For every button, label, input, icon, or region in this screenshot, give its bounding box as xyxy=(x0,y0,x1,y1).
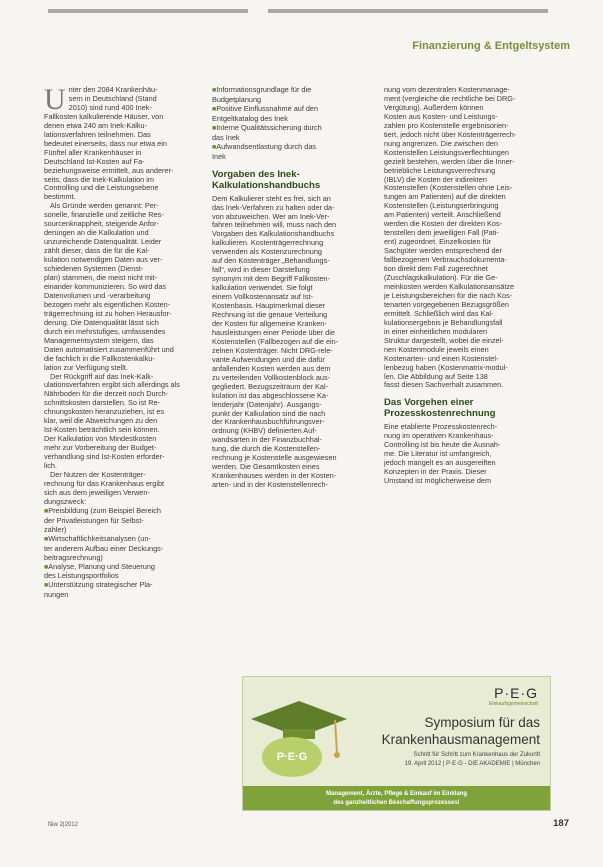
drop-cap: U xyxy=(44,83,66,116)
advertisement-banner[interactable] xyxy=(242,676,551,811)
bullet-item: ■ Wirtschaftlichkeitsanalysen (un- ter anderem Aufbau einer Deckungs- beitragsrechnung) xyxy=(44,535,200,563)
banner-date: 19. April 2012 | P·E·G - DIE AKADEMIE | München xyxy=(404,761,540,767)
top-rule xyxy=(48,9,548,13)
strip-text-1: Management, Ärzte, Pflege & Einkauf im Einklang xyxy=(325,791,468,797)
section-heading: Vorgaben des Inek- Kalkulationshandbuchs xyxy=(212,168,321,191)
column-2 xyxy=(212,86,372,490)
banner-strip xyxy=(243,786,550,810)
bullet-item: ■ Positive Einflussnahme auf den Entgeltkatalog des Inek xyxy=(212,105,372,124)
bullet-item: ■ Unterstützung strategischer Pla- nungen xyxy=(44,581,200,600)
intro-text: nter den 2084 Krankenhäu- sern in Deutschland (Stand 2010) sind rund 400 Inek- Fallkosten kalkulierende Häuser, von denen etwa 240 am Inek-Kalku- lationsverfahren teilnehmen. Das bedeutet einerseits, dass nur etwa ein Fünftel aller Krankenhäuser in Deutschland Ist-Kosten auf Fa- beziehungsweise ermittelt, aus anderer- seits, dass die Inek-Kalkulation im Controlling und die Leistungsebene bestimmt. xyxy=(44,85,174,202)
strip-text-2: des ganzheitlichen Beschaffungsprozesses! xyxy=(333,800,460,806)
paragraph: nung vom dezentralen Kostenmanage- ment (vergleiche die rechtliche bei DRG- Vergütung). Außerdem können Kosten aus Kosten- und Leistungs- zahlen pro Kostenstelle ergebnisorien- tiert, jedoch nicht über Kostenträgerrech- nung angrenzen. Die zwischen den Kostenstellen Leistungsverflechtungen gezielt bestehen, werden über die Inner- betriebliche Leistungsverrechnung (IBLV) die Kosten der indirekten Kostenstellen (Kostenstellen ohne Leis- tungen am Patienten) auf die direkten Kostenstellen (Leistungserbringung am Patienten) verteilt. Anschließend werden die Kosten der direkten Kos- tenstellen dem jeweiligen Fall (Pati- ent) zugeordnet. Einzelkosten für Sachgüter werden entsprechend der fallbezogenen Verbrauchsdokumenta- tion direkt dem Fall zugerechnet (Zuschlagskalkulation). Für die Ge- meinkosten werden Kalkulationsansätze je Leistungsbereichen für die nach Kos- tenarten vorgegebenen Bezugsgrößen ermittelt. Schließlich wird das Kal- kulationsergebnis je Behandlungsfall in einer einheitlichen modularen Struktur dargestellt, wobei die einzel- nen Kostenmodule jeweils einen Kostenarten- und einen Kostenstel- lenbezug haben (Kostenmatrix-modul- len. Die Abbildung auf Seite 138 fasst diesen Sachverhalt zusammen. xyxy=(384,85,517,390)
paragraph: Als Gründe werden genannt: Per- sonelle, finanzielle und zeitliche Res- sourcenknappheit, steigende Anfor- derungen an die Kalkulation und unzureichende Datenqualität. Leider zählt dieser, dass die für die Kal- kulation notwendigen Daten aus ver- schiedenen Systemen (Dienst- plan) stammen, die meist nicht mit- einander kommunizieren. So wird das Datenvolumen und -verarbeitung bezogen mehr als eigentlichen Kosten- trägerrechnung ist zu hohen Herausfor- derung. Die Datenqualität lässt sich durch ein mehrstufiges, umfassendes Managementsystem steigern, das Daten automatisiert zusammenführt und die fachlich in die Fallkostenkalku- lation zur Verfügung stellt. xyxy=(44,201,174,372)
logo-text: P·E·G xyxy=(276,751,308,763)
page-number: 187 xyxy=(553,818,569,829)
bullet-item: ■ Aufwandsentlastung durch das Inek xyxy=(212,143,372,162)
banner-title-1: Symposium für das xyxy=(424,715,540,730)
intro-paragraph xyxy=(44,83,200,202)
banner-title-2: Krankenhausmanagement xyxy=(381,732,540,747)
brand-name: P·E·G xyxy=(494,685,538,701)
brand-subtitle: Einkaufsgemeinschaft xyxy=(489,701,538,707)
column-1 xyxy=(44,83,200,600)
paragraph: Der Rückgriff auf das Inek-Kalk- ulationsverfahren ergibt sich allerdings als Nährboden für die derzeit noch Durch- schnittskosten darstellen. So ist Re- chnungskosten heranzuziehen, ist es klar, weil die Abweichungen zu den Ist-Kosten beträchtlich sein können. Der Kalkulation von Mindestkosten mehr zur Vorbereitung der Budget- verhandlung sind Ist-Kosten erforder- lich. xyxy=(44,371,180,471)
paragraph: Dem Kalkulierer steht es frei, sich an das Inek-Verfahren zu halten oder da- von abzuweichen. Wer am Inek-Ver- fahren teilnehmen will, muss nach den Vorgaben des Kalkulationshandbuchs kalkulieren. Kostenträgerrechnung verwenden als Kostenzurechnung auf den Kostenträger „Behandlungs- fall“, wird in dieser Darstellung synonym mit dem Begriff Fallkosten- kalkulation verwendet. Sie folgt einem Vollkostenansatz auf Ist- Kostenbasis. Hauptmerkmal dieser Rechnung ist die genaue Verteilung der Kosten für allgemeine Kranken- hausleistungen einer Periode über die Kostenstellen (Fallbezogen auf die ein- zelnen Kostenträger. Nicht DRG-rele- vante Aufwendungen und die dafür anfallenden Kosten werden aus dem zu verteilenden Vollkostenblock aus- gegliedert. Bezugszeitraum der Kal- kulation ist das abgeschlossene Ka- lenderjahr (Datenjahr). Ausgangs- punkt der Kalkulation sind die nach der Krankenhausbuchführungsver- ordnung (KHBV) definierten Auf- wandsarten in der Finanzbuchhal- tung, die durch die Kostenstellen- rechnung je Kostenstelle ausgewiesen werden. Die Gesamtkosten eines Krankenhauses werden in der Kosten- arten- und in der Kostenstellenrech- xyxy=(212,193,339,490)
column-3 xyxy=(384,86,544,486)
paragraph: Der Nutzen der Kostenträger- rechnung für das Krankenhaus ergibt sich aus dem jeweiligen Verwen- dungszweck: xyxy=(44,469,165,506)
bullet-item: ■ Interne Qualitätssicherung durch das Inek xyxy=(212,124,372,143)
bullet-item: ■ Analyse, Planung und Steuerung des Leistungsportfolios xyxy=(44,563,200,582)
bullet-item: ■ Preisbildung (zum Beispiel Bereich der Privatleistungen für Selbst- zahler) xyxy=(44,507,200,535)
bullet-item: ■ Informationsgrundlage für die Budgetplanung xyxy=(212,86,372,105)
footer-issue: f&w 2|2012 xyxy=(48,822,78,828)
section-title: Finanzierung & Entgeltsystem xyxy=(412,40,570,52)
banner-tagline: Schritt für Schritt zum Krankenhaus der Zukunft xyxy=(413,752,540,758)
paragraph: Eine etablierte Prozesskostenrech- nung im operativen Krankenhaus- Controlling ist bis heute die Ausnah- me. Die Literatur ist umfangreich, jedoch mangelt es an ausgereiften Konzepten in der Praxis. Dieser Umstand ist möglicherweise dem xyxy=(384,422,501,486)
section-heading: Das Vorgehen einer Prozesskostenrechnung xyxy=(384,397,496,420)
graduation-cap-logo-icon xyxy=(247,695,352,783)
